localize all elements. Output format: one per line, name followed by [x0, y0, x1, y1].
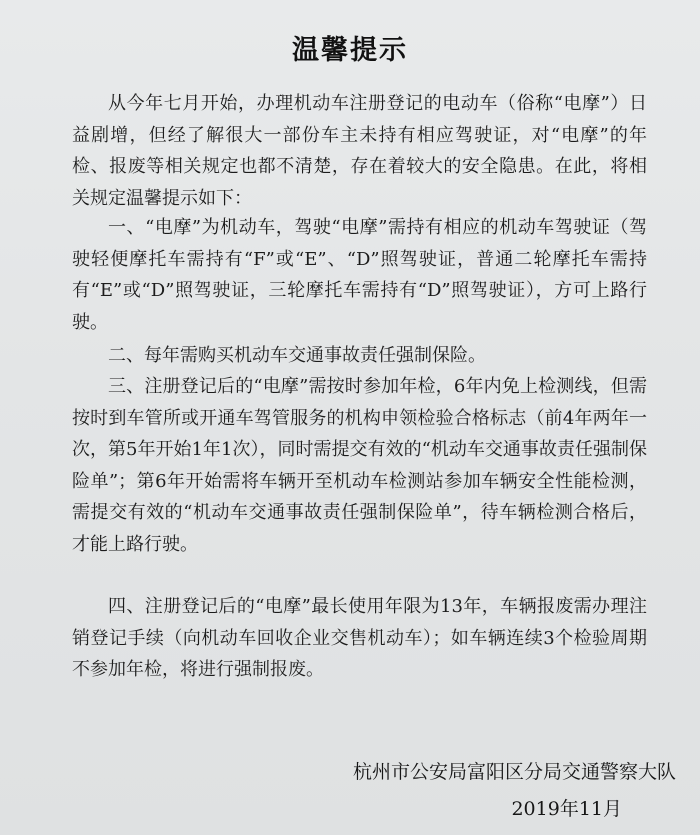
- rule-item-4: 四、注册登记后的“电摩”最长使用年限为13年，车辆报废需办理注销登记手续（向机动车回收企业交售机动车）；如车辆连续3个检验周期不参加年检，将进行强制报废。: [72, 596, 647, 680]
- issuing-organization: 杭州市公安局富阳区分局交通警察大队: [352, 761, 676, 783]
- notice-title: 温馨提示: [292, 35, 408, 66]
- issue-date: 2019年11月: [511, 798, 622, 820]
- intro-paragraph: 从今年七月开始，办理机动车注册登记的电动车（俗称“电摩”）日益剧增，但经了解很大一部份车主未持有相应驾驶证，对“电摩”的年检、报废等相关规定也都不清楚，存在着较大的安全隐患。在此，将相关规定温馨提示如下：: [72, 93, 647, 209]
- rule-item-3: 三、注册登记后的“电摩”需按时参加年检，6年内免上检测线，但需按时到车管所或开通车驾管服务的机构申领检验合格标志（前4年两年一次，第5年开始1年1次），同时需提交有效的“机动车交通事故责任强制保险单”；第6年开始需将车辆开至机动车检测站参加车辆安全性能检测，需提交有效的“机动车交通事故责任强制保险单”，待车辆检测合格后，才能上路行驶。: [72, 376, 647, 555]
- rule-item-1: 一、“电摩”为机动车，驾驶“电摩”需持有相应的机动车驾驶证（驾驶轻便摩托车需持有“F”或“E”、“D”照驾驶证，普通二轮摩托车需持有“E”或“D”照驾驶证，三轮摩托车需持有“D”照驾驶证），方可上路行驶。: [72, 217, 647, 333]
- rule-item-2: 二、每年需购买机动车交通事故责任强制保险。: [108, 345, 486, 366]
